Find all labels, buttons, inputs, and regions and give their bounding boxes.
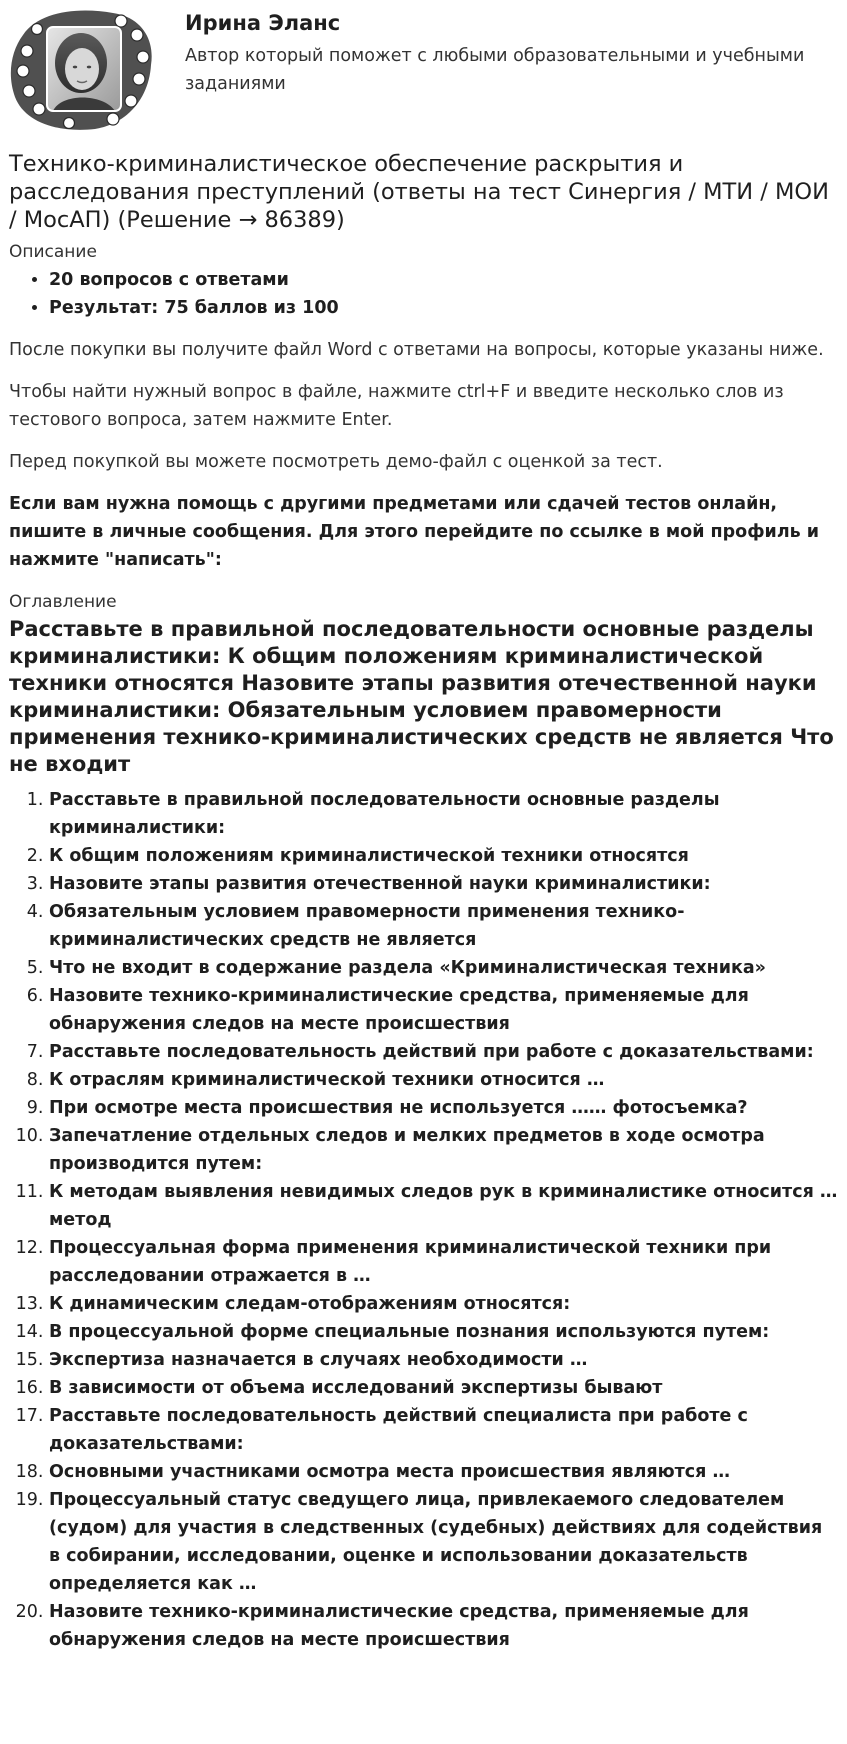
avatar-image — [9, 5, 159, 133]
question-item: 12. Процессуальная форма применения криминалистической техники при расследовании отражается в … — [49, 1234, 838, 1290]
question-item: 9. При осмотре места происшествия не используется …… фотосъемка? — [49, 1094, 838, 1122]
paragraph-search-tip: Чтобы найти нужный вопрос в файле, нажмите ctrl+F и введите несколько слов из тестового вопроса, затем нажмите Enter. — [9, 382, 784, 430]
author-card — [9, 0, 838, 140]
question-item: 16. В зависимости от объема исследований экспертизы бывают — [49, 1374, 838, 1402]
question-item: 7. Расставьте последовательность действий при работе с доказательствами: — [49, 1038, 838, 1066]
author-info — [185, 0, 805, 98]
question-item: 5. Что не входит в содержание раздела «Криминалистическая техника» — [49, 954, 838, 982]
avatar[interactable] — [9, 5, 159, 133]
question-item: 2. К общим положениям криминалистической техники относятся — [49, 842, 838, 870]
question-list — [9, 786, 838, 1654]
paragraph-demo: Перед покупкой вы можете посмотреть демо-файл с оценкой за тест. — [9, 452, 663, 472]
author-name[interactable]: Ирина Эланс — [185, 11, 341, 35]
toc-heading: Расставьте в правильной последовательности основные разделы криминалистики: К общим положениям криминалистической техники относятся Назовите этапы развития отечественной науки криминалистики: Обязательным условием правомерности применения технико-криминалистических средств не является Что не входит — [9, 617, 834, 776]
meta-list — [9, 266, 838, 322]
meta-item-result: • Результат: 75 баллов из 100 — [49, 294, 838, 322]
question-item: 18. Основными участниками осмотра места происшествия являются … — [49, 1458, 838, 1486]
question-item: 15. Экспертиза назначается в случаях необходимости … — [49, 1346, 838, 1374]
question-item: 4. Обязательным условием правомерности применения технико-криминалистических средств не является — [49, 898, 838, 954]
question-item: 20. Назовите технико-криминалистические средства, применяемые для обнаружения следов на месте происшествия — [49, 1598, 838, 1654]
help-text: Если вам нужна помощь с другими предметами или сдачей тестов онлайн, пишите в личные сообщения. Для этого перейдите по ссылке в мой профиль и нажмите "написать": — [9, 494, 820, 570]
meta-item-question-count: • 20 вопросов с ответами — [49, 266, 838, 294]
question-item: 19. Процессуальный статус сведущего лица, привлекаемого следователем (судом) для участия в следственных (судебных) действиях для содействия в собирании, исследовании, оценке и использовании доказательств определяется как … — [49, 1486, 838, 1598]
question-item: 13. К динамическим следам-отображениям относятся: — [49, 1290, 838, 1318]
question-item: 8. К отраслям криминалистической техники относится … — [49, 1066, 838, 1094]
question-item: 3. Назовите этапы развития отечественной науки криминалистики: — [49, 870, 838, 898]
question-item: 14. В процессуальной форме специальные познания используются путем: — [49, 1318, 838, 1346]
document-title: Технико-криминалистическое обеспечение раскрытия и расследования преступлений (ответы на тест Синергия / МТИ / МОИ / МосАП) (Решение → 86389) — [9, 151, 829, 233]
question-item: 11. К методам выявления невидимых следов рук в криминалистике относится … метод — [49, 1178, 838, 1234]
description-label: Описание — [9, 242, 97, 262]
question-item: 6. Назовите технико-криминалистические средства, применяемые для обнаружения следов на месте происшествия — [49, 982, 838, 1038]
paragraph-purchase: После покупки вы получите файл Word с ответами на вопросы, которые указаны ниже. — [9, 340, 824, 360]
toc-label: Оглавление — [9, 592, 117, 612]
question-item: 17. Расставьте последовательность действий специалиста при работе с доказательствами: — [49, 1402, 838, 1458]
question-item: 1. Расставьте в правильной последовательности основные разделы криминалистики: — [49, 786, 838, 842]
author-description: Автор который поможет с любыми образовательными и учебными заданиями — [185, 46, 805, 94]
question-item: 10. Запечатление отдельных следов и мелких предметов в ходе осмотра производится путем: — [49, 1122, 838, 1178]
